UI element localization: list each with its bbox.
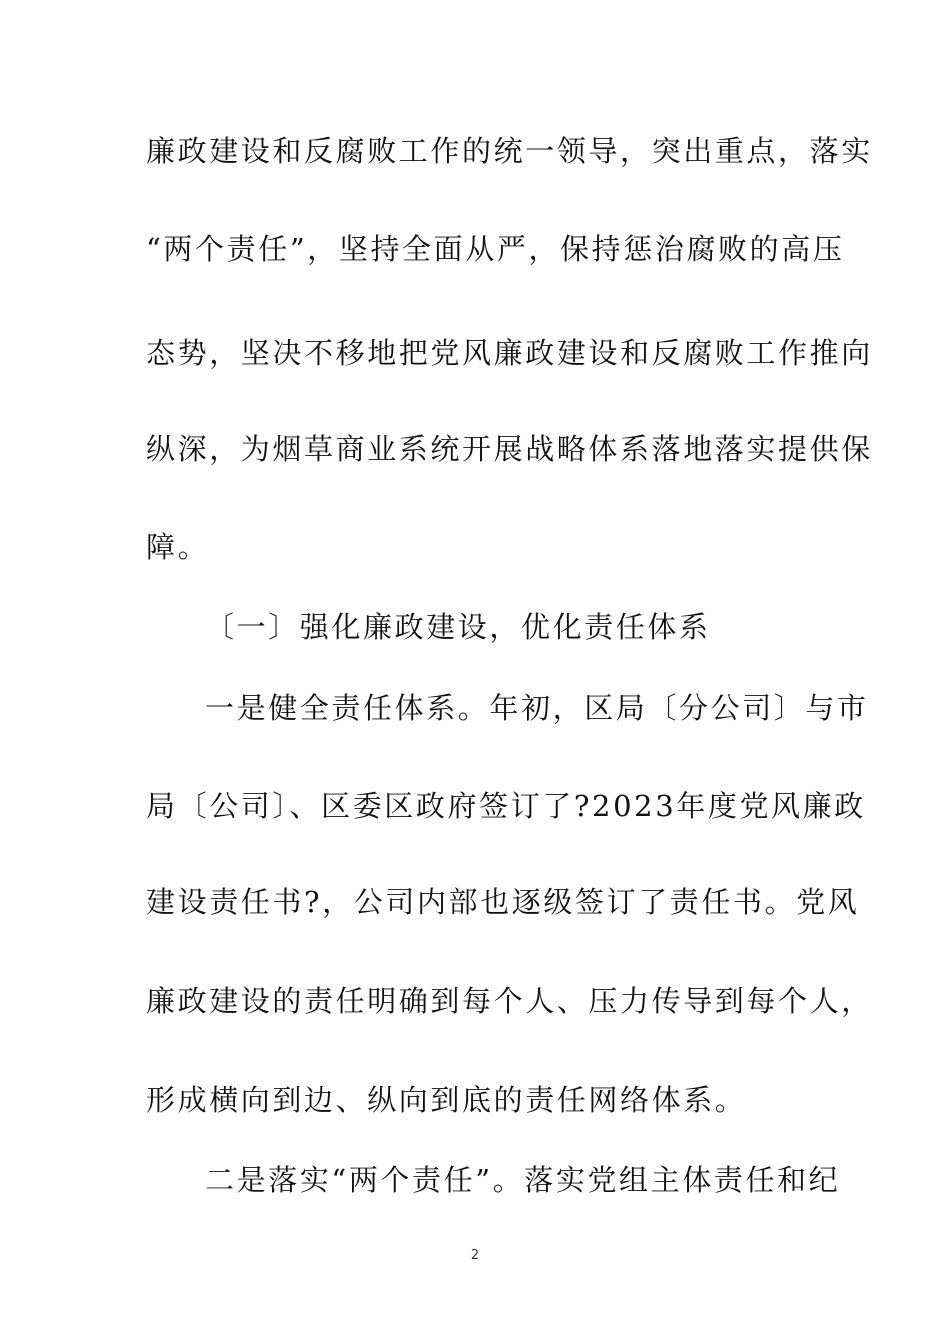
text-line: 局〔公司〕、区委区政府签订了?2023年度党风廉政 xyxy=(146,789,866,823)
text-line: 障。 xyxy=(146,530,210,564)
text-line: “两个责任”，坚持全面从严，保持惩治腐败的高压 xyxy=(146,232,845,266)
paragraph-start: 一是健全责任体系。年初，区局〔分公司〕与市 xyxy=(205,691,869,725)
text-line: 纵深，为烟草商业系统开展战略体系落地落实提供保 xyxy=(146,432,873,466)
text-line: 廉政建设和反腐败工作的统一领导，突出重点，落实 xyxy=(146,134,873,168)
text-line: 建设责任书?，公司内部也逐级签订了责任书。党风 xyxy=(146,885,860,919)
text-line: 态势，坚决不移地把党风廉政建设和反腐败工作推向 xyxy=(146,336,873,370)
paragraph-start: 二是落实“两个责任”。落实党组主体责任和纪 xyxy=(205,1163,841,1197)
text-line: 廉政建设的责任明确到每个人、压力传导到每个人， xyxy=(146,984,873,1018)
text-line: 形成横向到边、纵向到底的责任网络体系。 xyxy=(146,1083,747,1117)
section-heading: 〔一〕强化廉政建设，优化责任体系 xyxy=(205,610,711,644)
page-number: 2 xyxy=(470,1248,480,1263)
